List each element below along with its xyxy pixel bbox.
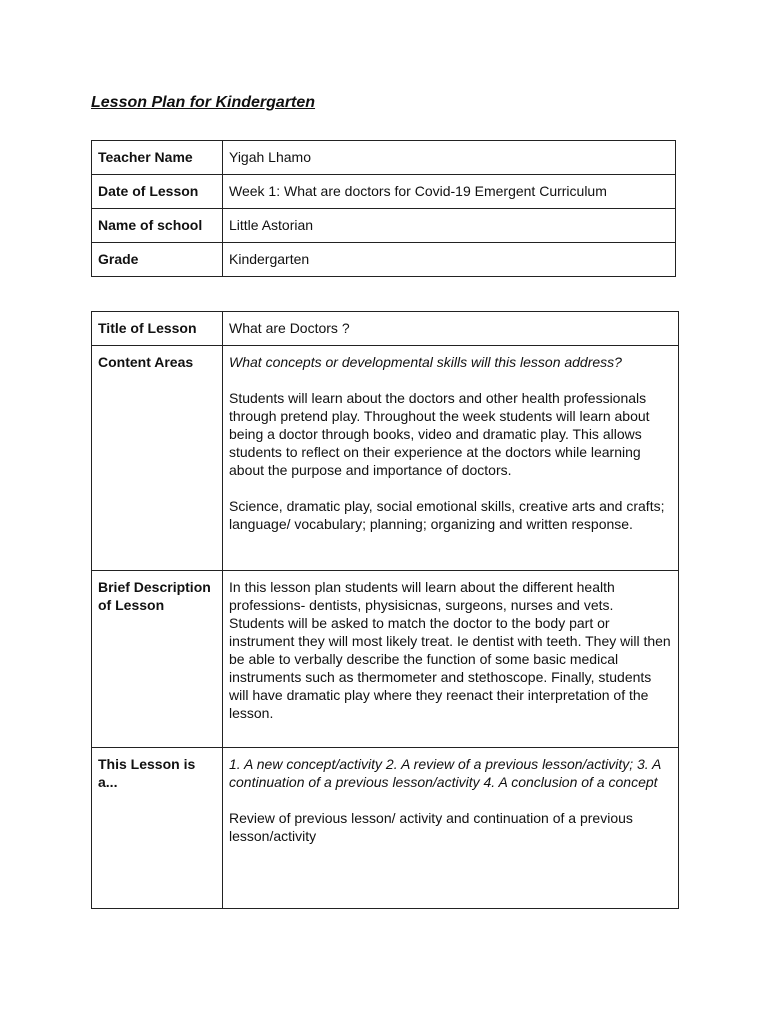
lesson-type-prompt: 1. A new concept/activity 2. A review of a previous lesson/activity; 3. A continuation of a previous lesson/activity 4. A conclusion of a concept: [229, 756, 661, 790]
content-areas-prompt: What concepts or developmental skills will this lesson address?: [229, 354, 622, 370]
date-of-lesson-value: Week 1: What are doctors for Covid-19 Emergent Curriculum: [223, 175, 676, 209]
lesson-info-table: [91, 140, 676, 277]
teacher-name-value: Yigah Lhamo: [223, 141, 676, 175]
table-row: [92, 243, 676, 277]
table-row: [92, 346, 679, 571]
table-row: [92, 141, 676, 175]
table-row: [92, 175, 676, 209]
grade-value: Kindergarten: [223, 243, 676, 277]
table-row: [92, 571, 679, 748]
content-areas-cell: [223, 346, 679, 571]
grade-label: Grade: [92, 243, 223, 277]
teacher-name-label: Teacher Name: [92, 141, 223, 175]
lesson-title-value: What are Doctors ?: [223, 312, 679, 346]
brief-description-label: Brief Description of Lesson: [92, 571, 223, 748]
table-row: [92, 312, 679, 346]
lesson-type-cell: [223, 748, 679, 909]
lesson-type-label: This Lesson is a...: [92, 748, 223, 909]
school-name-value: Little Astorian: [223, 209, 676, 243]
lesson-details-table: [91, 311, 679, 909]
content-areas-label: Content Areas: [92, 346, 223, 571]
table-row: [92, 748, 679, 909]
date-of-lesson-label: Date of Lesson: [92, 175, 223, 209]
lesson-type-answer: Review of previous lesson/ activity and continuation of a previous lesson/activity: [229, 810, 633, 844]
table-row: [92, 209, 676, 243]
school-name-label: Name of school: [92, 209, 223, 243]
page-title: Lesson Plan for Kindergarten: [91, 94, 316, 111]
content-areas-subjects: Science, dramatic play, social emotional skills, creative arts and crafts; language/ vocabulary; planning; organizing and written response.: [229, 498, 665, 532]
brief-description-text: In this lesson plan students will learn about the different health professions- dentists, physisicnas, surgeons, nurses and vets. Students will be asked to match the doctor to the body part or instrument they will most likely treat. Ie dentist with teeth. They will then be able to verbally describe the function of some basic medical instruments such as thermometer and stethoscope. Finally, students will have dramatic play where they reenact their interpretation of the lesson.: [223, 571, 679, 748]
content-areas-paragraph: Students will learn about the doctors and other health professionals through pretend play. Throughout the week students will learn about being a doctor through books, video and dramatic play. This allows students to reflect on their experience at the doctors while learning about the purpose and importance of doctors.: [229, 390, 650, 478]
lesson-title-label: Title of Lesson: [92, 312, 223, 346]
